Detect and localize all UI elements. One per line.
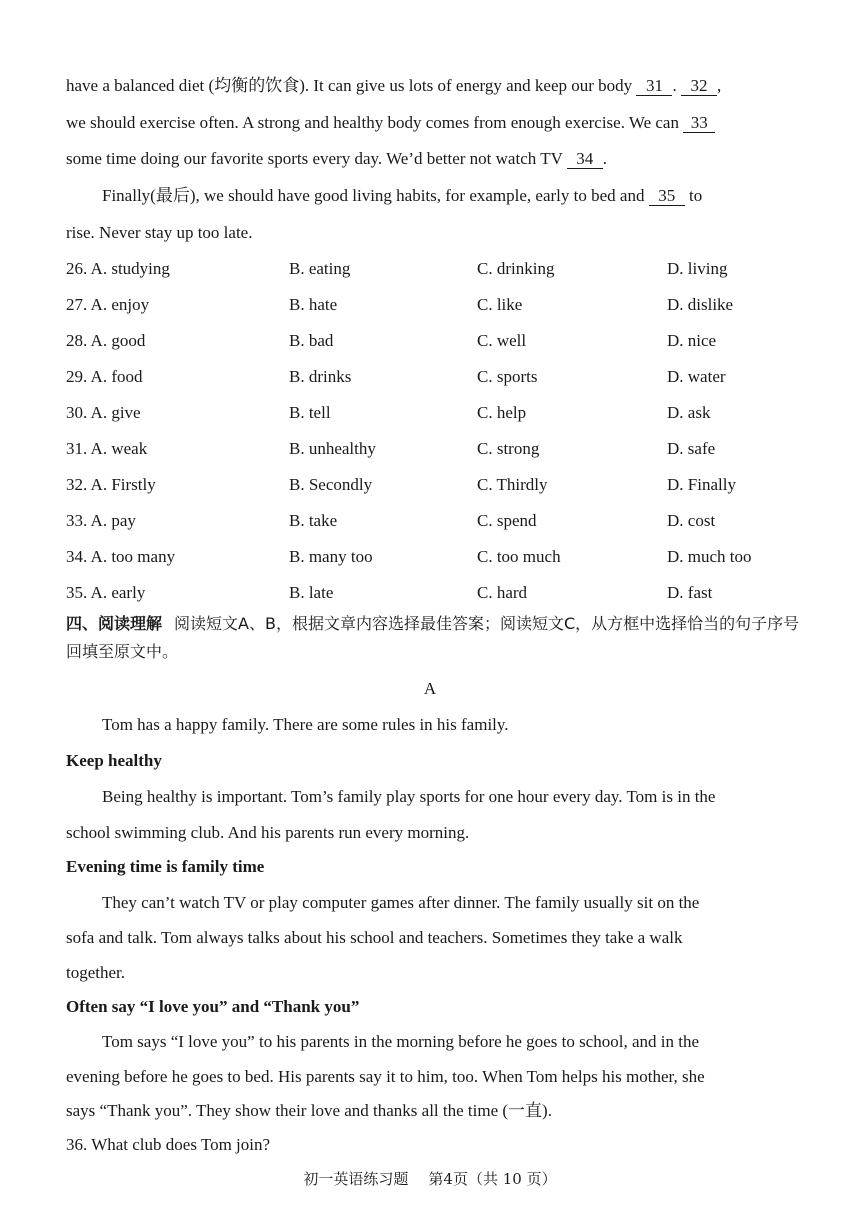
option-c: C. well — [477, 331, 527, 350]
option-a: 32. A. Firstly — [66, 475, 156, 494]
passage-line-5: rise. Never stay up too late. — [66, 223, 253, 242]
option-c: C. hard — [477, 583, 528, 602]
option-d: D. safe — [667, 439, 716, 458]
option-d: D. dislike — [667, 295, 734, 314]
passage-text: we should exercise often. A strong and healthy body comes from enough exercise. We can — [66, 113, 679, 132]
page-footer — [0, 1168, 860, 1189]
option-c: C. like — [477, 295, 523, 314]
passage-a-intro: Tom has a happy family. There are some rules in his family. — [102, 715, 509, 734]
paragraph-line: sofa and talk. Tom always talks about his school and teachers. Sometimes they take a walk — [66, 928, 683, 947]
passage-line-4 — [102, 185, 800, 207]
blank-35: 35 — [649, 187, 685, 206]
section-heading — [66, 610, 806, 666]
option-a: 27. A. enjoy — [66, 295, 150, 314]
option-c: C. sports — [477, 367, 538, 386]
option-d: D. living — [667, 259, 728, 278]
option-b: B. eating — [289, 259, 351, 278]
option-row-29 — [66, 366, 826, 388]
option-row-33 — [66, 510, 826, 532]
paragraph-line: says “Thank you”. They show their love and thanks all the time (一直). — [66, 1101, 552, 1120]
option-d: D. nice — [667, 331, 717, 350]
blank-32: 32 — [681, 77, 717, 96]
option-a: 35. A. early — [66, 583, 146, 602]
blank-33: 33 — [683, 114, 715, 133]
option-b: B. take — [289, 511, 338, 530]
option-c: C. too much — [477, 547, 561, 566]
option-a: 26. A. studying — [66, 259, 170, 278]
option-row-31 — [66, 438, 826, 460]
option-row-34 — [66, 546, 826, 568]
blank-34: 34 — [567, 150, 603, 169]
option-b: B. unhealthy — [289, 439, 376, 458]
passage-label: A — [423, 679, 437, 698]
section-title: 四、阅读理解 — [66, 614, 163, 633]
section-instructions: 阅读短文A、B，根据文章内容选择最佳答案；阅读短文C，从方框中选择恰当的句子序号回填至原文中。 — [66, 614, 800, 661]
option-row-28 — [66, 330, 826, 352]
paragraph-line: Tom says “I love you” to his parents in the morning before he goes to school, and in the — [102, 1032, 699, 1051]
option-d: D. much too — [667, 547, 752, 566]
passage-text: to — [688, 186, 703, 205]
paragraph-line: Being healthy is important. Tom’s family play sports for one hour every day. Tom is in the — [102, 787, 716, 806]
subheading-family-time: Evening time is family time — [66, 857, 265, 876]
passage-text: some time doing our favorite sports every day. We’d better not watch TV — [66, 149, 563, 168]
option-d: D. cost — [667, 511, 716, 530]
subheading-love-thanks: Often say “I love you” and “Thank you” — [66, 997, 360, 1016]
option-row-32 — [66, 474, 826, 496]
option-row-26 — [66, 258, 826, 280]
paragraph-line: together. — [66, 963, 126, 982]
option-row-35 — [66, 582, 826, 604]
paragraph-line: evening before he goes to bed. His parents say it to him, too. When Tom helps his mother, she — [66, 1067, 705, 1086]
passage-text: . — [602, 149, 608, 168]
option-d: D. Finally — [667, 475, 736, 494]
subheading-keep-healthy: Keep healthy — [66, 751, 162, 770]
option-c: C. help — [477, 403, 527, 422]
passage-text: have a balanced diet (均衡的饮食). It can give us lots of energy and keep our body — [66, 76, 633, 95]
option-a: 34. A. too many — [66, 547, 176, 566]
option-b: B. drinks — [289, 367, 352, 386]
option-b: B. hate — [289, 295, 338, 314]
option-c: C. drinking — [477, 259, 555, 278]
passage-line-1 — [66, 75, 800, 97]
footer-title: 初一英语练习题 — [303, 1170, 409, 1188]
option-row-27 — [66, 294, 826, 316]
passage-text: , — [716, 76, 722, 95]
option-c: C. strong — [477, 439, 540, 458]
option-d: D. ask — [667, 403, 711, 422]
footer-page-number: 第4页（共 10 页） — [428, 1170, 557, 1188]
option-a: 30. A. give — [66, 403, 141, 422]
option-c: C. Thirdly — [477, 475, 548, 494]
option-c: C. spend — [477, 511, 537, 530]
option-b: B. Secondly — [289, 475, 373, 494]
option-d: D. fast — [667, 583, 713, 602]
option-a: 31. A. weak — [66, 439, 148, 458]
question-36: 36. What club does Tom join? — [66, 1135, 271, 1154]
paragraph-line: school swimming club. And his parents run every morning. — [66, 823, 470, 842]
option-b: B. tell — [289, 403, 331, 422]
passage-line-2 — [66, 112, 800, 134]
option-a: 28. A. good — [66, 331, 146, 350]
passage-line-3 — [66, 148, 800, 170]
passage-text: . — [672, 76, 677, 95]
option-row-30 — [66, 402, 826, 424]
option-b: B. many too — [289, 547, 373, 566]
option-b: B. bad — [289, 331, 334, 350]
passage-text: Finally(最后), we should have good living habits, for example, early to bed and — [102, 186, 645, 205]
blank-31: 31 — [636, 77, 672, 96]
paragraph-line: They can’t watch TV or play computer games after dinner. The family usually sit on the — [102, 893, 700, 912]
option-d: D. water — [667, 367, 726, 386]
option-a: 29. A. food — [66, 367, 143, 386]
option-b: B. late — [289, 583, 334, 602]
option-a: 33. A. pay — [66, 511, 136, 530]
